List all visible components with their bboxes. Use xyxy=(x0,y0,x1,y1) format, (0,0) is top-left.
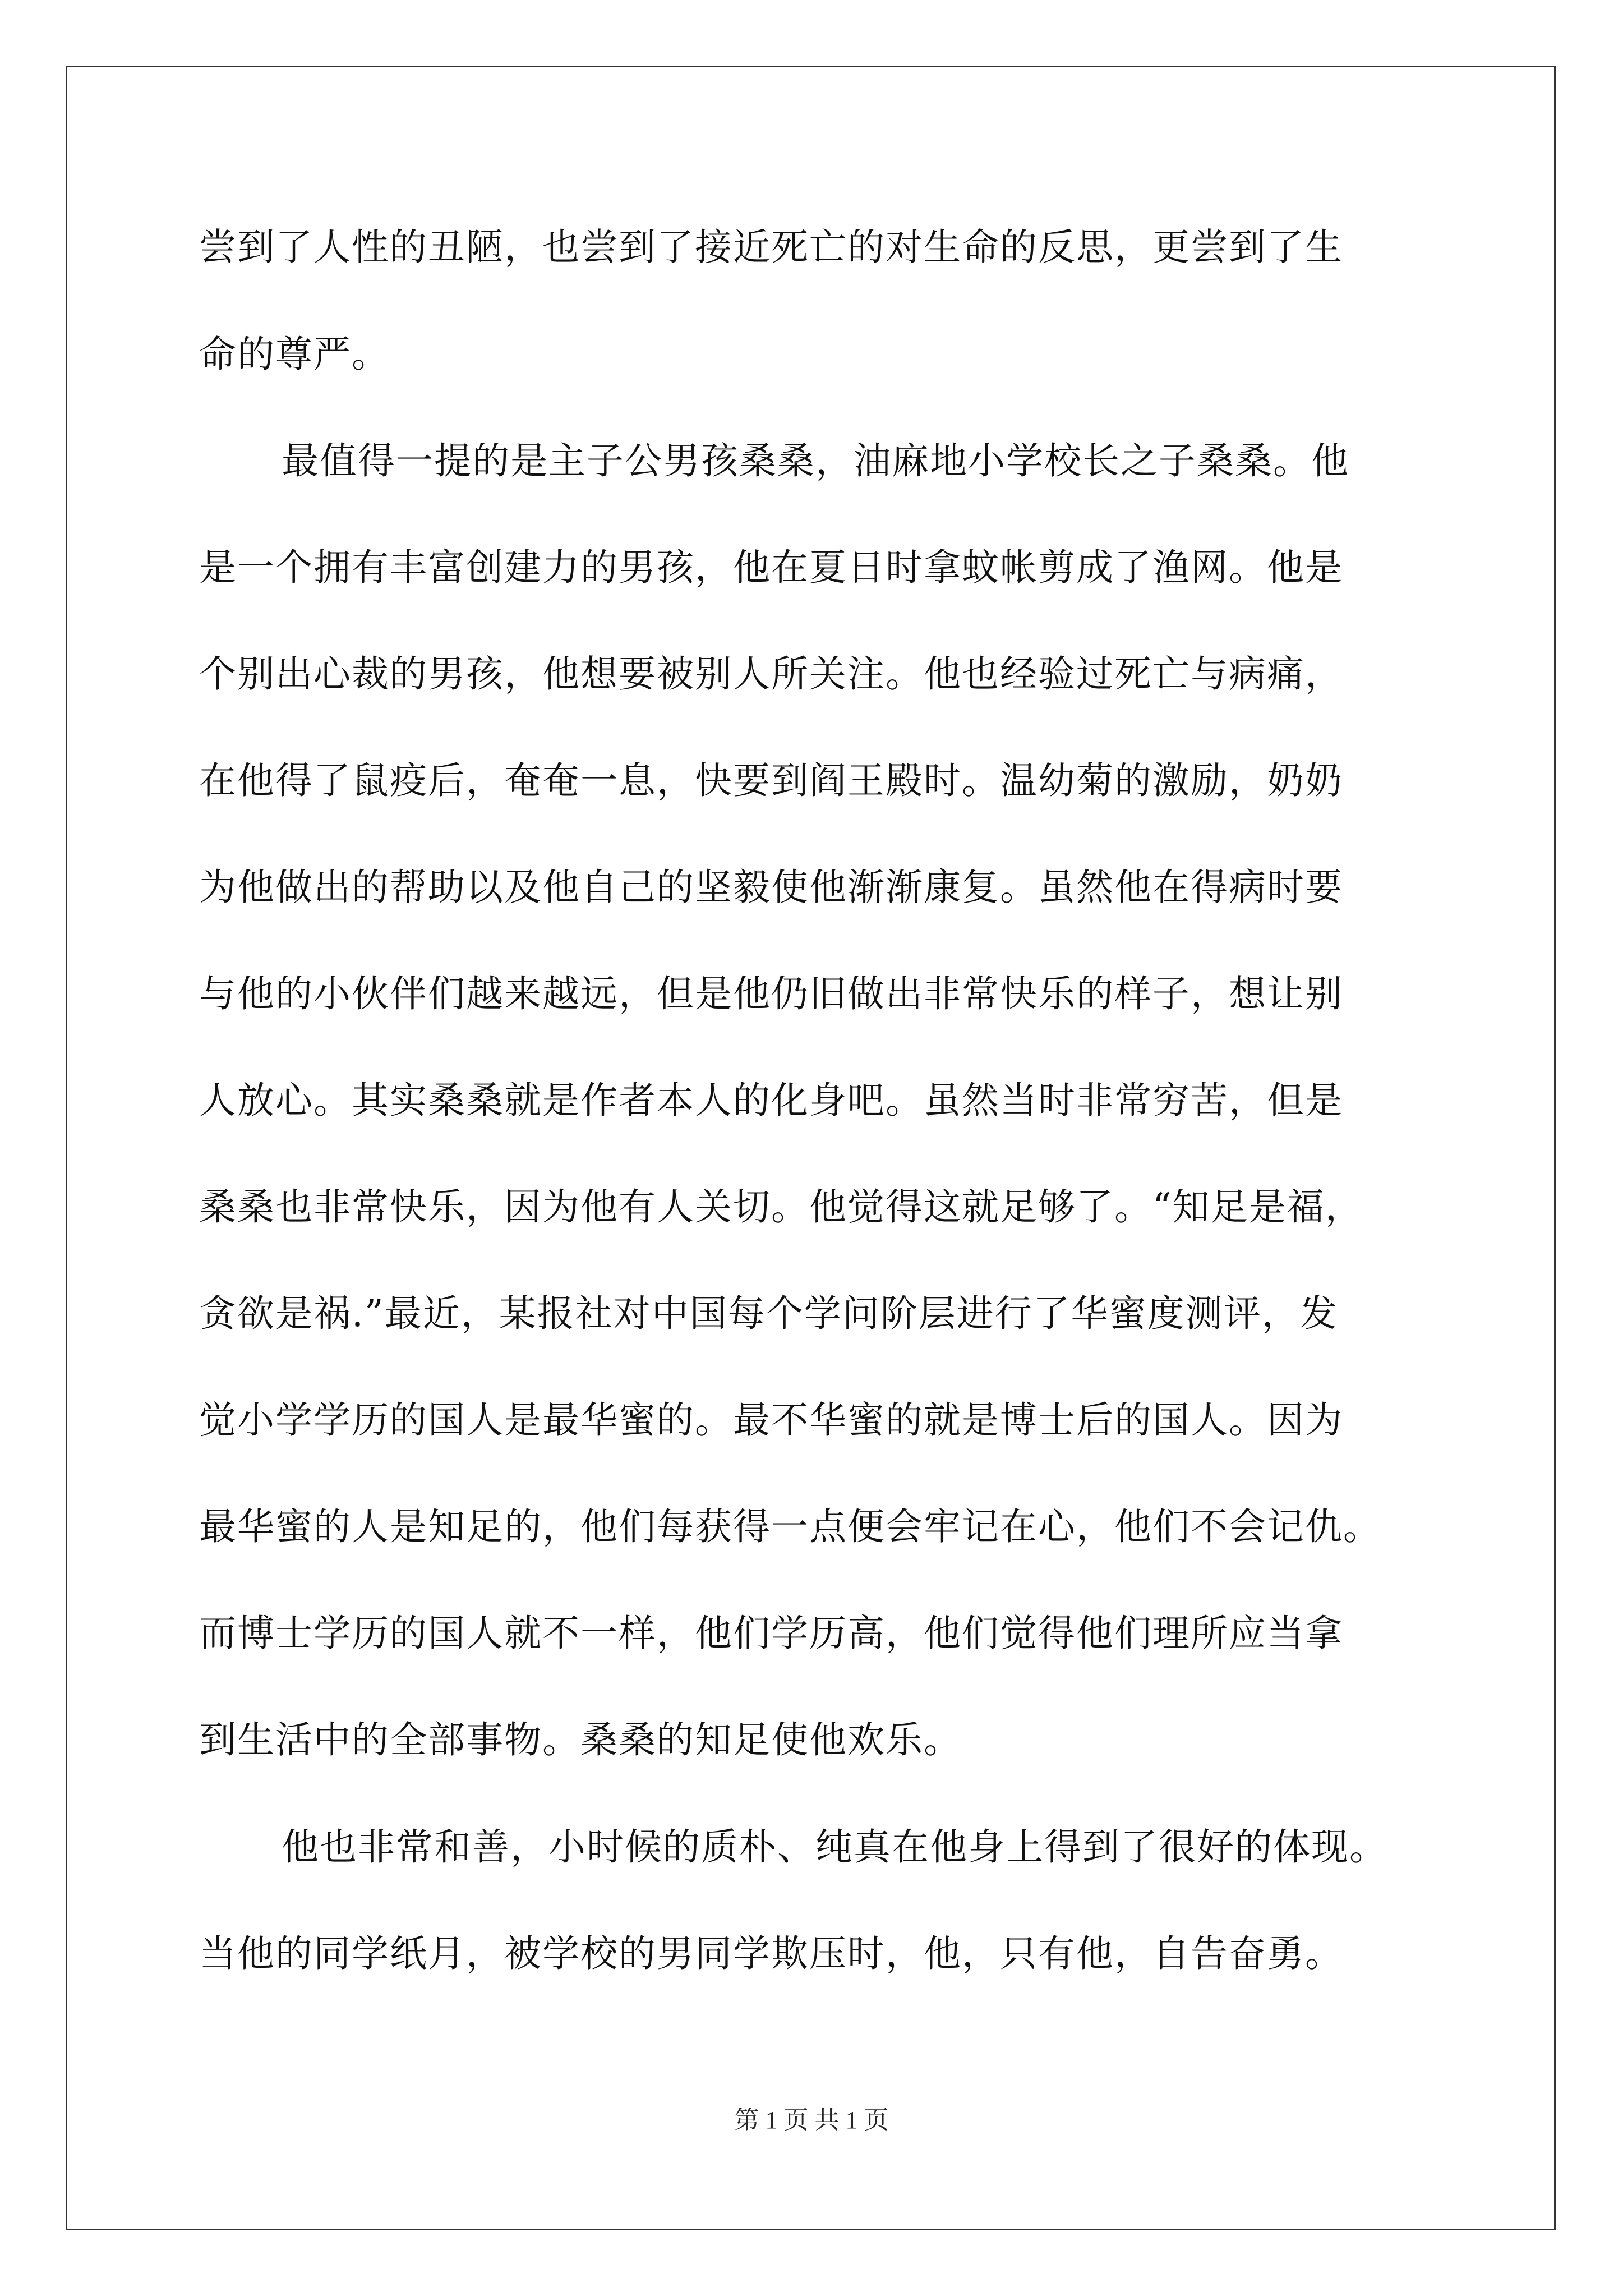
paragraph-3-line-1: 他也非常和善，小时候的质朴、纯真在他身上得到了很好的体现。 xyxy=(282,1825,1387,1869)
page-number-footer: 第 1 页 共 1 页 xyxy=(734,2106,889,2134)
paragraph-2-line-6: 与他的小伙伴们越来越远，但是他仍旧做出非常快乐的样子，想让别 xyxy=(199,972,1343,1015)
paragraph-2-line-13: 到生活中的全部事物。桑桑的知足使他欢乐。 xyxy=(199,1718,962,1761)
paragraph-2-line-2: 是一个拥有丰富创建力的男孩，他在夏日时拿蚊帐剪成了渔网。他是 xyxy=(199,546,1343,589)
paragraph-2-line-8: 桑桑也非常快乐，因为他有人关切。他觉得这就足够了。“知足是福， xyxy=(199,1185,1363,1228)
paragraph-2-line-4: 在他得了鼠疫后，奄奄一息，快要到阎王殿时。温幼菊的激励，奶奶 xyxy=(199,759,1343,802)
page-border xyxy=(66,66,1556,2230)
paragraph-2-line-9: 贪欲是祸.”最近，某报社对中国每个学问阶层进行了华蜜度测评，发 xyxy=(199,1292,1338,1335)
paragraph-2-line-7: 人放心。其实桑桑就是作者本人的化身吧。虽然当时非常穷苦，但是 xyxy=(199,1079,1343,1122)
paragraph-1-line-2: 命的尊严。 xyxy=(199,333,390,376)
paragraph-2-line-12: 而博士学历的国人就不一样，他们学历高，他们觉得他们理所应当拿 xyxy=(199,1612,1343,1655)
paragraph-2-line-1: 最值得一提的是主子公男孩桑桑，油麻地小学校长之子桑桑。他 xyxy=(282,439,1349,482)
paragraph-2-line-11: 最华蜜的人是知足的，他们每获得一点便会牢记在心，他们不会记仇。 xyxy=(199,1505,1381,1548)
paragraph-2-line-10: 觉小学学历的国人是最华蜜的。最不华蜜的就是博士后的国人。因为 xyxy=(199,1398,1343,1442)
paragraph-2-line-3: 个别出心裁的男孩，他想要被别人所关注。他也经验过死亡与病痛， xyxy=(199,652,1343,696)
paragraph-1-line-1: 尝到了人性的丑陋，也尝到了接近死亡的对生命的反思，更尝到了生 xyxy=(199,226,1343,269)
paragraph-2-line-5: 为他做出的帮助以及他自己的坚毅使他渐渐康复。虽然他在得病时要 xyxy=(199,866,1343,909)
paragraph-3-line-2: 当他的同学纸月，被学校的男同学欺压时，他，只有他，自告奋勇。 xyxy=(199,1932,1343,1975)
